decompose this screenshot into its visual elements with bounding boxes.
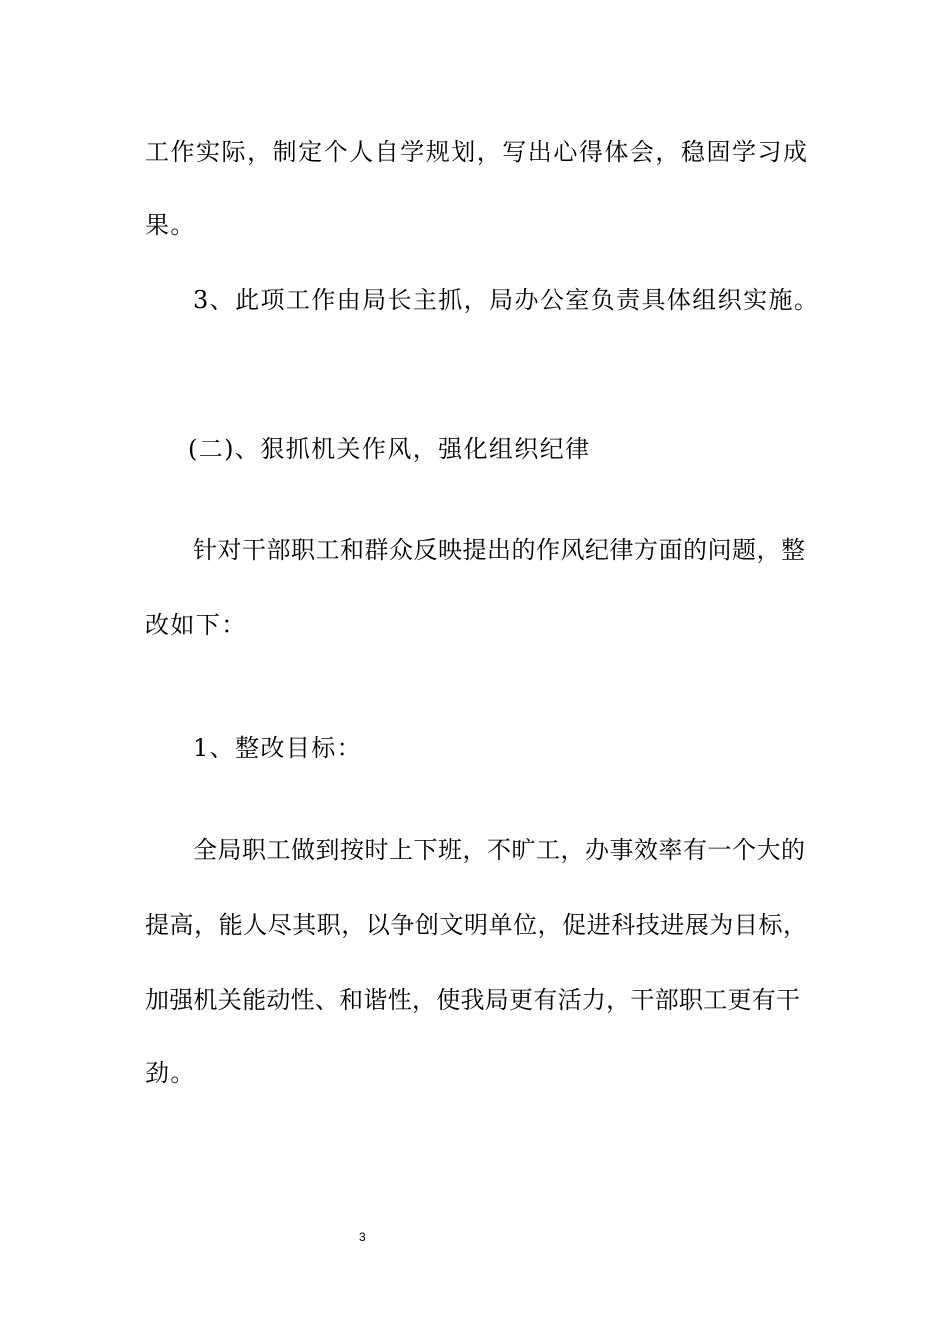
paragraph-line: 3、此项工作由局长主抓，局办公室负责具体组织实施。 [193, 286, 820, 314]
paragraph-line: 劲。 [145, 1059, 196, 1087]
paragraph-line: 针对干部职工和群众反映提出的作风纪律方面的问题，整 [193, 536, 805, 564]
subheading: 1、整改目标： [193, 734, 363, 762]
paragraph-line: 工作实际，制定个人自学规划，写出心得体会，稳固学习成 [145, 138, 807, 166]
paragraph-line: 提高，能人尽其职，以争创文明单位，促进科技进展为目标， [145, 911, 807, 939]
section-heading: (二)、狠抓机关作风，强化组织纪律 [188, 435, 591, 463]
paragraph-line: 加强机关能动性、和谐性，使我局更有活力，干部职工更有干 [145, 986, 800, 1014]
page-number: 3 [359, 1230, 366, 1244]
paragraph-line: 果。 [145, 211, 196, 239]
paragraph-line: 改如下： [145, 611, 247, 639]
paragraph-line: 全局职工做到按时上下班，不旷工，办事效率有一个大的 [193, 836, 805, 864]
